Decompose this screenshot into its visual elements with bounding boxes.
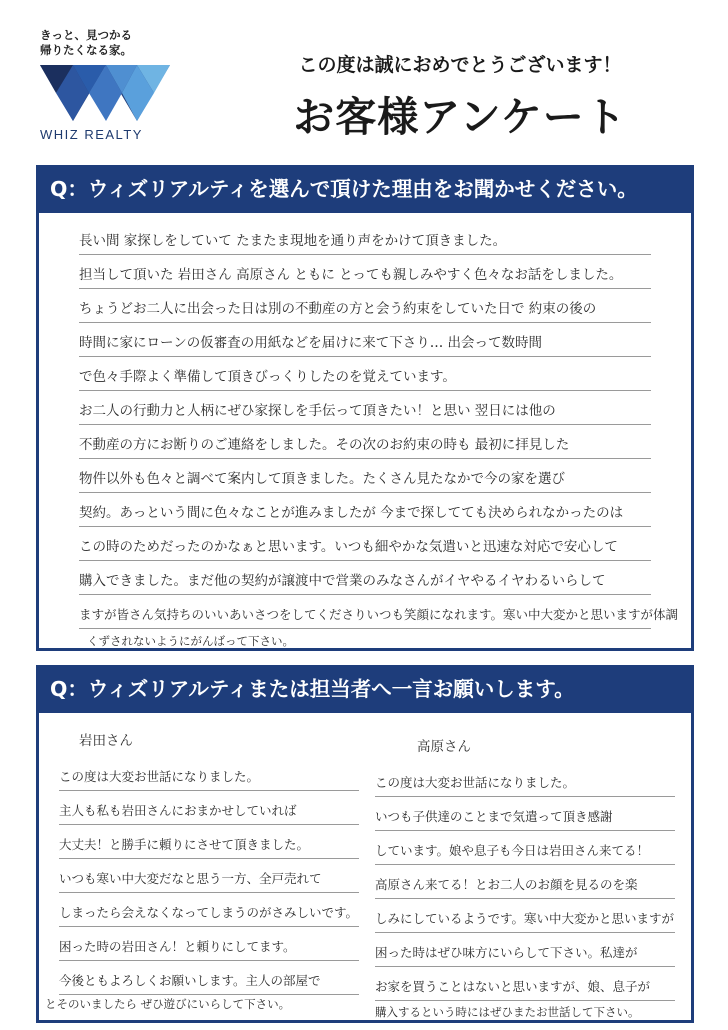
left-comment-line: 困った時の岩田さん！と頼りにしてます。	[59, 927, 359, 961]
left-comment-line: 大丈夫！と勝手に頼りにさせて頂きました。	[59, 825, 359, 859]
question-1-header: Q：ウィズリアルティを選んで頂けた理由をお聞かせください。	[36, 165, 694, 213]
q1-answer-line: で色々手際よく準備して頂きびっくりしたのを覚えています。	[79, 353, 651, 391]
right-comment-line: しています。娘や息子も今日は岩田さん来てる！	[375, 831, 675, 865]
right-recipient-name: 高原さん	[417, 739, 471, 755]
q1-answer-line: ますが皆さん気持ちのいいあいさつをしてくださりいつも笑顔になれます。寒い中大変かと思いますが体調	[79, 591, 651, 629]
left-recipient-name: 岩田さん	[79, 733, 133, 749]
q1-answer-line: 長い間 家探しをしていて たまたま現地を通り声をかけて頂きました。	[79, 217, 651, 255]
left-comment-line: この度は大変お世話になりました。	[59, 757, 359, 791]
q1-answer-overflow: くずされないようにがんばって下さい。	[87, 634, 294, 648]
q1-answer-line: 物件以外も色々と調べて案内して頂きました。たくさん見たなかで今の家を選び	[79, 455, 651, 493]
congratulations-headline: この度は誠におめでとうございます！	[298, 54, 622, 76]
q1-answer-line: お二人の行動力と人柄にぜひ家探しを手伝って頂きたい！と思い 翌日には他の	[79, 387, 651, 425]
q1-answer-line: 契約。あっという間に色々なことが進みましたが 今まで探してても決められなかったのは	[79, 489, 651, 527]
right-comment-line: 購入するという時にはぜひまたお世話して下さい。	[375, 1005, 640, 1019]
logo-tagline-2: 帰りたくなる家。	[40, 43, 132, 57]
q1-answer-line: 時間に家にローンの仮審査の用紙などを届けに来て下さり… 出会って数時間	[79, 319, 651, 357]
question-2-header: Q：ウィズリアルティまたは担当者へ一言お願いします。	[36, 665, 694, 713]
logo-tagline-1: きっと、見つかる	[40, 28, 132, 42]
company-logo	[36, 28, 186, 142]
left-comment-line: とそのいましたら ぜひ遊びにいらして下さい。	[45, 997, 291, 1011]
q1-answer-line: 担当して頂いた 岩田さん 高原さん ともに とっても親しみやすく色々なお話をしました。	[79, 251, 651, 289]
right-comment-line: この度は大変お世話になりました。	[375, 763, 675, 797]
logo-mark-icon	[36, 63, 174, 123]
right-comment-line: お家を買うことはないと思いますが、娘、息子が	[375, 967, 675, 1001]
left-comment-line: 今後ともよろしくお願いします。主人の部屋で	[59, 961, 359, 995]
q1-answer-line: 購入できました。まだ他の契約が譲渡中で営業のみなさんがイヤやるイヤわるいらして	[79, 557, 651, 595]
left-comment-line: しまったら会えなくなってしまうのがさみしいです。	[59, 893, 359, 927]
right-comment-line: いつも子供達のことまで気遣って頂き感謝	[375, 797, 675, 831]
q1-answer-line: 不動産の方にお断りのご連絡をしました。その次のお約束の時も 最初に拝見した	[79, 421, 651, 459]
right-comment-line: 困った時はぜひ味方にいらして下さい。私達が	[375, 933, 675, 967]
question-2-answer-panel	[36, 713, 694, 1023]
q1-answer-line: この時のためだったのかなぁと思います。いつも細やかな気遣いと迅速な対応で安心して	[79, 523, 651, 561]
left-comment-line: いつも寒い中大変だなと思う一方、全戸売れて	[59, 859, 359, 893]
right-comment-line: 高原さん来てる！とお二人のお顔を見るのを楽	[375, 865, 675, 899]
question-1-answer-panel	[36, 213, 694, 651]
q1-answer-line: ちょうどお二人に出会った日は別の不動産の方と会う約束をしていた日で 約束の後の	[79, 285, 651, 323]
left-comment-line: 主人も私も岩田さんにおまかせしていれば	[59, 791, 359, 825]
page-title: お客様アンケート	[293, 93, 627, 141]
right-comment-line: しみにしているようです。寒い中大変かと思いますが	[375, 899, 675, 933]
brand-name: WHIZ REALTY	[40, 127, 143, 142]
